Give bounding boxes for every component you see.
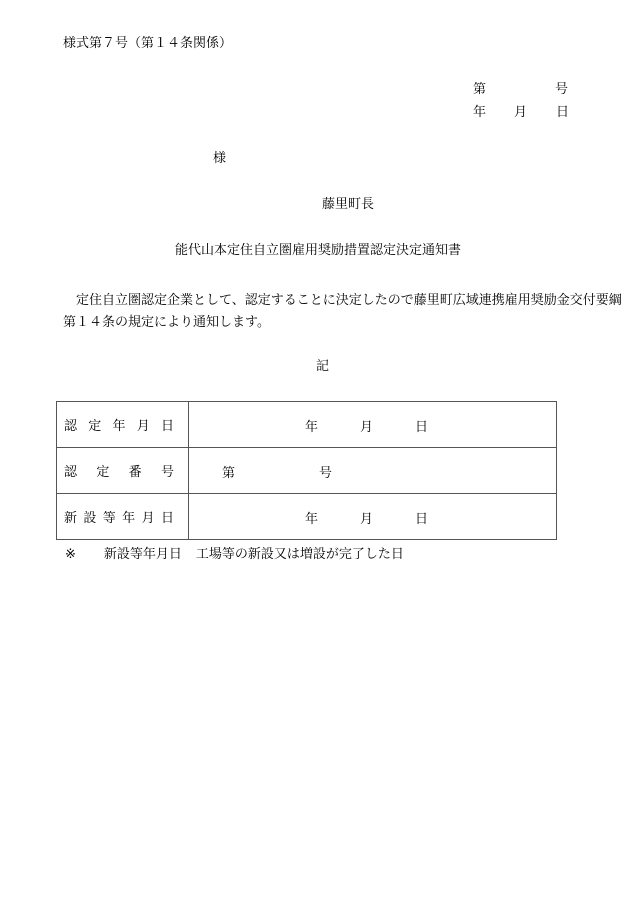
label-char: 年 bbox=[112, 419, 126, 434]
row-label bbox=[57, 494, 189, 540]
value-month: 月 bbox=[360, 420, 374, 435]
row-value bbox=[189, 494, 557, 540]
form-number: 様式第７号（第１４条関係） bbox=[63, 36, 233, 51]
label-char: 定 bbox=[88, 419, 102, 434]
value-month: 月 bbox=[360, 512, 374, 527]
label-char: 番 bbox=[128, 465, 142, 480]
label-char: 日 bbox=[160, 419, 174, 434]
label-char: 年 bbox=[122, 511, 136, 526]
table-row-certification-date bbox=[57, 402, 557, 448]
value-number-suffix: 号 bbox=[319, 466, 333, 481]
value-day: 日 bbox=[415, 512, 429, 527]
document-number-suffix: 号 bbox=[555, 82, 569, 97]
body-text: 定住自立圏認定企業として、認定することに決定したので藤里町広域連携雇用奨励金交付要綱第１４条の規定により通知します。 bbox=[63, 293, 622, 330]
row-value bbox=[189, 402, 557, 448]
label-char: 定 bbox=[96, 465, 110, 480]
label-char: 月 bbox=[136, 419, 150, 434]
value-number-prefix: 第 bbox=[222, 466, 236, 481]
note-term: 新設等年月日 bbox=[103, 547, 182, 562]
label-char: 新 bbox=[64, 511, 78, 526]
note-definition: 工場等の新設又は増設が完了した日 bbox=[195, 547, 404, 562]
label-char: 日 bbox=[160, 511, 174, 526]
label-char: 設 bbox=[83, 511, 97, 526]
label-char: 認 bbox=[64, 419, 78, 434]
row-label bbox=[57, 448, 189, 494]
label-char: 認 bbox=[64, 465, 78, 480]
addressee-honorific: 様 bbox=[213, 151, 227, 166]
footnote bbox=[65, 547, 404, 563]
row-value bbox=[189, 448, 557, 494]
label-char: 等 bbox=[102, 511, 116, 526]
sender-name: 藤里町長 bbox=[322, 197, 375, 212]
document-title: 能代山本定住自立圏雇用奨励措置認定決定通知書 bbox=[175, 243, 462, 258]
info-table bbox=[56, 401, 557, 540]
note-mark: ※ bbox=[65, 547, 76, 562]
issue-date-month: 月 bbox=[514, 105, 528, 120]
label-char: 号 bbox=[160, 465, 174, 480]
table-row-establishment-date bbox=[57, 494, 557, 540]
row-label bbox=[57, 402, 189, 448]
value-year: 年 bbox=[305, 420, 319, 435]
value-year: 年 bbox=[305, 512, 319, 527]
value-day: 日 bbox=[415, 420, 429, 435]
issue-date-year: 年 bbox=[473, 105, 487, 120]
ki-heading: 記 bbox=[316, 359, 330, 374]
table-row-certification-number bbox=[57, 448, 557, 494]
issue-date-day: 日 bbox=[556, 105, 570, 120]
label-char: 月 bbox=[141, 511, 155, 526]
document-number-prefix: 第 bbox=[473, 82, 487, 97]
